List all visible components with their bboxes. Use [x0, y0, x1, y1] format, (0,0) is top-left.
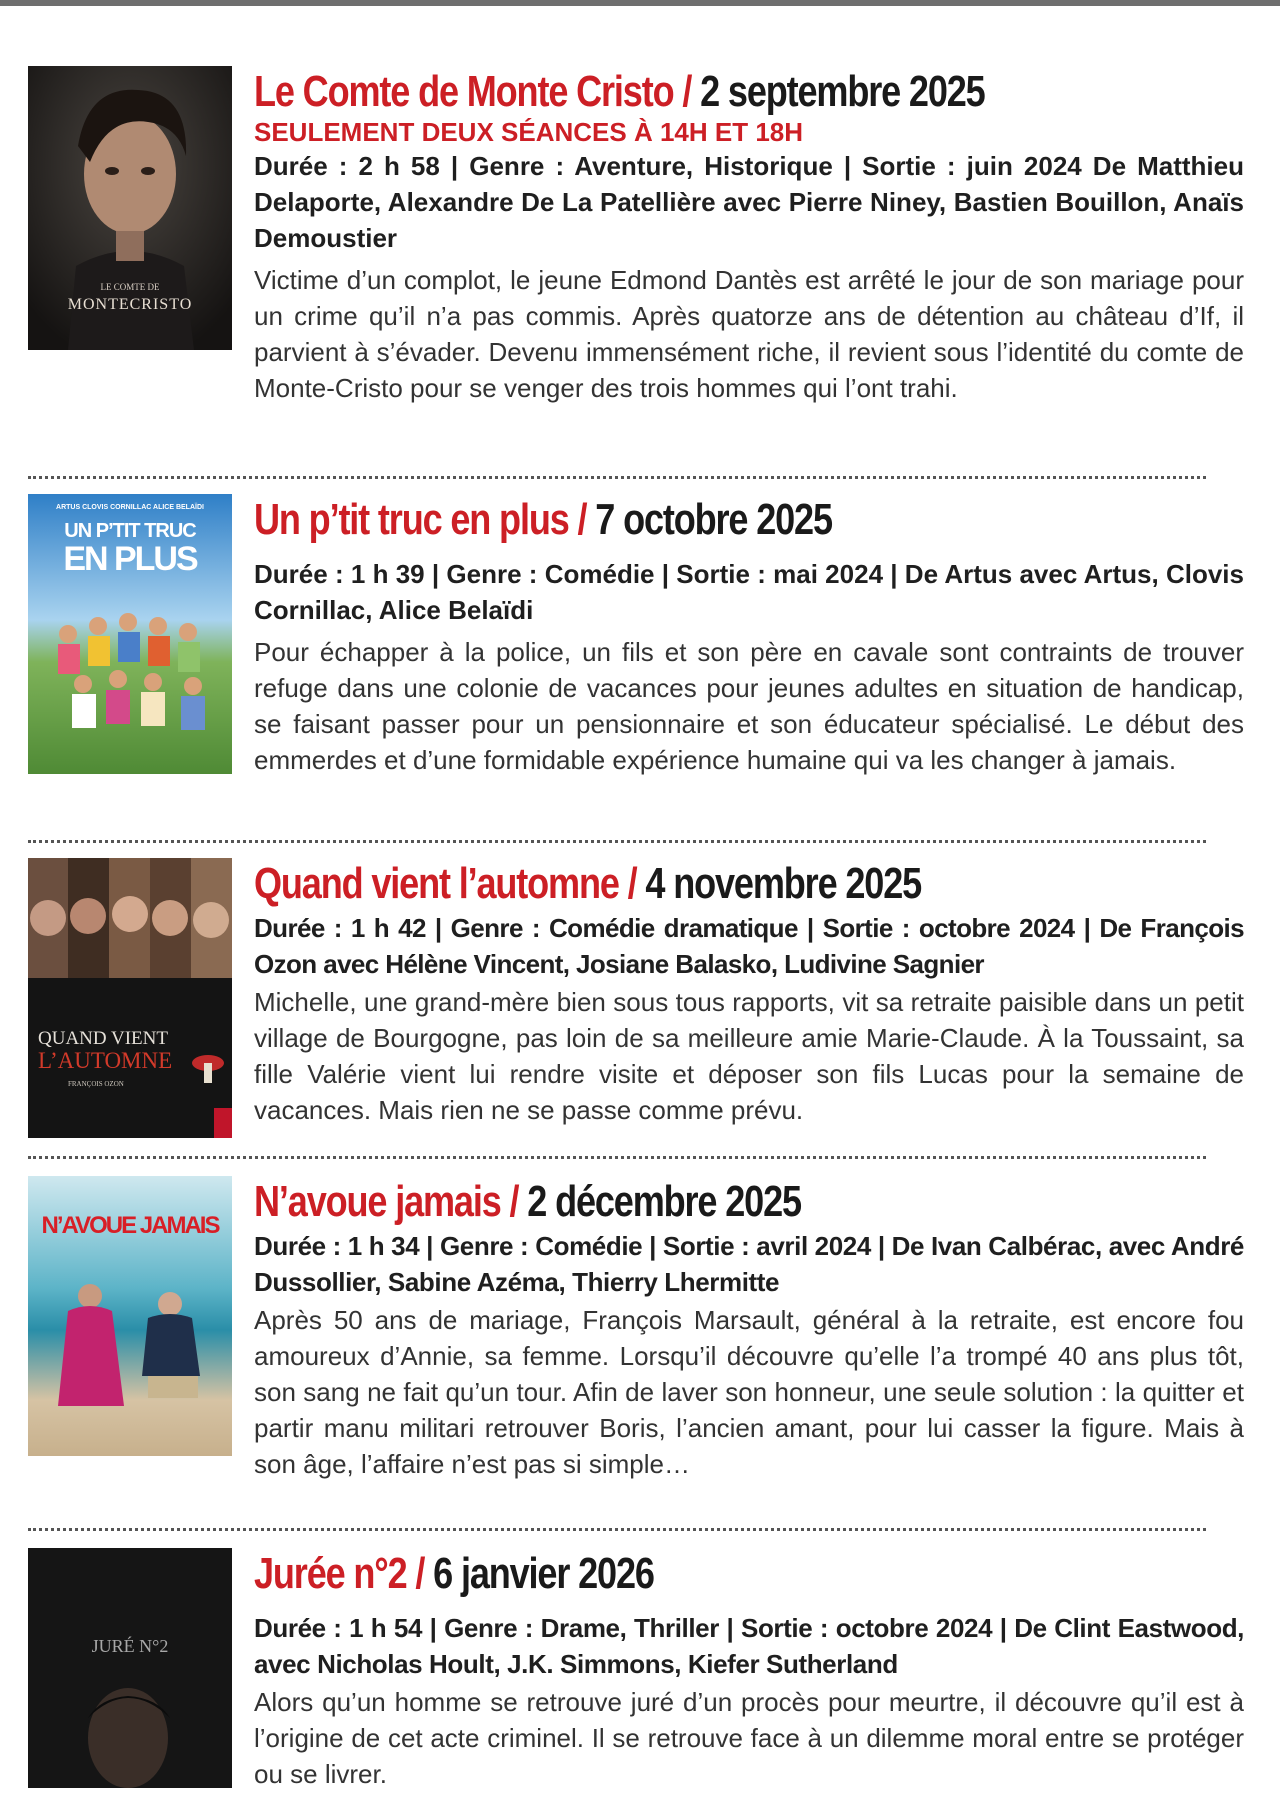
poster-credits: ARTUS CLOVIS CORNILLAC ALICE BELAÏDI: [56, 504, 204, 511]
screening-notice: SEULEMENT DEUX SÉANCES À 14H ET 18H: [254, 117, 804, 147]
film-synopsis: Pour échapper à la police, un fils et son père en cavale sont contraints de trouver refuge dans une colonie de vacances pour jeunes adultes en situation de handicap, se faisant passer pour un pensionnaire et son éducateur spécialisé. Le début des emmerdes et d’une formidable expérience humaine qui va les changer à jamais.: [254, 637, 1244, 775]
film-synopsis: Victime d’un complot, le jeune Edmond Dantès est arrêté le jour de son mariage pour un crime qu’il n’a pas commis. Après quatorze ans de détention au château d’If, il parvient à s’évader. Devenu immensément riche, il revient sous l’identité du comte de Monte-Cristo pour se venger des trois hommes qui l’ont trahi.: [254, 265, 1244, 403]
film-title: N’avoue jamais: [254, 1177, 501, 1226]
film-heading: [254, 1176, 1246, 1228]
top-rule: [0, 0, 1280, 6]
title-separator: /: [577, 495, 587, 544]
poster-title-line1: UN P’TIT TRUC: [64, 520, 196, 542]
title-separator: /: [509, 1177, 519, 1226]
film-synopsis: Alors qu’un homme se retrouve juré d’un procès pour meurtre, il découvre qu’il est à l’origine de cet acte criminel. Il se retrouve face à un dilemme moral entre se protéger ou se livrer.: [254, 1687, 1244, 1789]
film-info: Durée : 1 h 39 | Genre : Comédie | Sortie : mai 2024 | De Artus avec Artus, Clovis Cornillac, Alice Belaïdi: [254, 559, 1244, 625]
film-details: [254, 66, 1244, 406]
screening-date: 4 novembre 2025: [645, 859, 922, 908]
film-title: Quand vient l’automne: [254, 859, 619, 908]
film-info: Durée : 1 h 54 | Genre : Drame, Thriller | Sortie : octobre 2024 | De Clint Eastwood, avec Nicholas Hoult, J.K. Simmons, Kiefer Sutherland: [254, 1613, 1244, 1679]
poster-monte-cristo: [28, 66, 232, 350]
poster-navoue: [28, 1176, 232, 1456]
film-info: Durée : 1 h 34 | Genre : Comédie | Sortie : avril 2024 | De Ivan Calbérac, avec André Dussollier, Sabine Azéma, Thierry Lhermitte: [254, 1231, 1244, 1297]
divider: [28, 1156, 1206, 1159]
poster-title-line2: L’AUTOMNE: [38, 1048, 173, 1073]
divider: [28, 840, 1206, 843]
screening-date: 2 décembre 2025: [527, 1177, 801, 1226]
film-info: Durée : 1 h 42 | Genre : Comédie dramatique | Sortie : octobre 2024 | De François Ozon avec Hélène Vincent, Josiane Balasko, Ludivine Sagnier: [254, 913, 1244, 979]
film-heading: [254, 858, 1246, 910]
poster-title-line2: EN PLUS: [63, 540, 197, 578]
film-details: [254, 494, 1244, 778]
screening-date: 2 septembre 2025: [700, 67, 985, 116]
film-details: [254, 858, 1244, 1128]
title-separator: /: [627, 859, 637, 908]
film-heading: [254, 66, 1246, 118]
poster-ptit-truc: [28, 494, 232, 774]
film-title: Jurée n°2: [254, 1549, 407, 1598]
poster-director: FRANÇOIS OZON: [68, 1080, 124, 1088]
film-info: Durée : 2 h 58 | Genre : Aventure, Historique | Sortie : juin 2024 De Matthieu Delaporte, Alexandre De La Patellière avec Pierre Niney, Bastien Bouillon, Anaïs Demoustier: [254, 151, 1244, 253]
poster-automne: [28, 858, 232, 1138]
screening-date: 7 octobre 2025: [595, 495, 832, 544]
title-separator: /: [415, 1549, 425, 1598]
screening-date: 6 janvier 2026: [433, 1549, 654, 1598]
film-heading: [254, 1548, 1246, 1600]
film-title: Le Comte de Monte Cristo: [254, 67, 674, 116]
divider: [28, 476, 1206, 479]
poster-title: JURÉ N°2: [91, 1636, 169, 1656]
film-details: [254, 1176, 1244, 1482]
title-separator: /: [682, 67, 692, 116]
film-title: Un p’tit truc en plus: [254, 495, 569, 544]
poster-title-line1: QUAND VIENT: [38, 1028, 168, 1049]
film-details: [254, 1548, 1244, 1792]
poster-small-text: LE COMTE DE: [100, 282, 160, 292]
poster-title: N’AVOUE JAMAIS: [41, 1212, 219, 1239]
poster-juree: [28, 1548, 232, 1788]
divider: [28, 1528, 1206, 1531]
film-heading: [254, 494, 1246, 546]
poster-title-text: MONTECRISTO: [67, 296, 193, 313]
film-synopsis: Après 50 ans de mariage, François Marsault, général à la retraite, est encore fou amoureux d’Annie, sa femme. Lorsqu’il découvre qu’elle l’a trompé 40 ans plus tôt, son sang ne fait qu’un tour. Afin de laver son honneur, une seule solution : la quitter et partir manu militari retrouver Boris, l’ancien amant, pour lui casser la figure. Mais à son âge, l’affaire n’est pas si simple…: [254, 1305, 1244, 1479]
film-synopsis: Michelle, une grand-mère bien sous tous rapports, vit sa retraite paisible dans un petit village de Bourgogne, pas loin de sa meilleure amie Marie-Claude. À la Toussaint, sa fille Valérie vient lui rendre visite et déposer son fils Lucas pour la semaine de vacances. Mais rien ne se passe comme prévu.: [254, 987, 1244, 1125]
